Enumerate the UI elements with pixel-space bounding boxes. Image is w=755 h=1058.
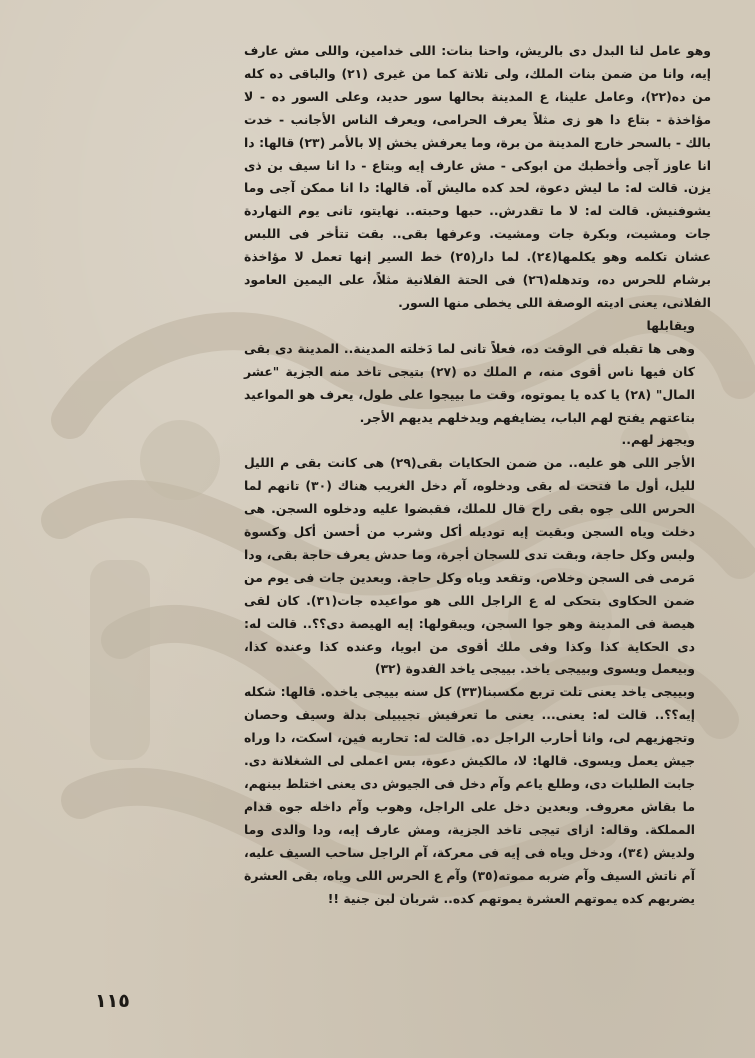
paragraph-3: وهى ها تقبله فى الوقت ده، فعلاً تانى لما دَخلته المدينة.. المدينة دى بقى كان فيها ناس أقوى منه، م الملك ده (٢٧) بتيجى تاخد منه الجزية "عشر المال" (٢٨) يا كده يا يموتوه، وقت ما بييجوا على طول، يعرف هو المواعيد بتاعتهم يفتح لهم الباب، يضايفهم ويدخلهم يديهم الأجر. xyxy=(244,340,695,425)
article-body xyxy=(244,40,711,910)
paragraph-2: ويقابلها xyxy=(646,317,695,333)
paragraph-1: وهو عامل لنا البدل دى بالريش، واحنا بنات: اللى خدامين، واللى مش عارف إيه، وانا من ضمن بنات الملك، ولى تلاتة كما من غيرى (٢١) والباقى ده كله من ده(٢٢)، وعامل علينا، ع المدينة بحالها سور حديد، وعلى السور ده - لا مؤاخذة - بتاع دا هو زى مثلاً يعرف الحرامى، ويعرف الناس الأجانب - خدت بالك - بالسحر خارج المدينة من برة، وما يعرفش يخش إلا بالأمر (٢٣) قالها: دا انا عاوز آجى وأخطبك من ابوكى - مش عارف إيه وبتاع - دا انا سيف بن ذى يزن. قالت له: ما ليش دعوة، لحد كده ماليش آه. قالها: دا انا ممكن آجى وما يشوفنيش. قالت له: لا ما تقدرش.. حبها وحبته.. نهايتو، تانى يوم النهاردة جات ومشيت، وبكرة جات ومشيت. وعرفها بقى.. بقت تتأخر فى اللبس عشان تكلمه وهو يكلمها(٢٤). لما دار(٢٥) خط السير إنها تعمل لا مؤاخذة برشام للحرس ده، وتدهله(٢٦) فى الحتة الفلانية مثلاً، على اليمين العامود الفلانى، يعنى اديته الوصفة اللى يخطى منها السور. xyxy=(244,43,711,310)
page-number: ١١٥ xyxy=(95,990,130,1012)
paragraph-5: الأجر اللى هو عليه.. من ضمن الحكايات بقى(٢٩) هى كانت بقى م الليل لليل، أول ما فتحت له بقى ودخلوه، آم دخل الغريب هناك (٣٠) تانهم لما الحرس اللى جوه بقى راح قال للملك، فقبضوا عليه ودخلوه السجن. هى دخلت وياه السجن وبقيت إيه توديله أكل وشرب من أحسن أكل وكسوة ولبس وكل حاجة، وبقت تدى للسجان أجرة، وما حدش يعرف حاجة بقى، ودا مَرمى فى السجن وخلاص. وتقعد وياه وكل حاجة. وبعدين جات فى يوم من ضمن الحكاوى بتحكى له ع الراجل اللى هو مواعيده جات(٣١). كان لقى هيصة فى المدينة وهو جوا السجن، ويبقولها: إيه الهيصة دى؟؟.. قالت له: دى الحكاية كذا وكذا وفى ملك أقوى من ابويا، وعنده كذا وعنده كذا، وبيعمل ويسوى وبييجى ياخد. بييجى ياخد الفدوة (٣٢) xyxy=(244,455,695,677)
paragraph-6: وبييجى ياخد يعنى تلت تربع مكسبنا(٣٣) كل سنه بييجى ياخده. قالها: شكله إيه؟؟.. قالت له: يعنى... يعنى ما تعرفيش تجيبيلى بدلة وسيف وحصان وتجهزيهم لى، وانا أحارب الراجل ده. قالت له: تحاربه فين، اسكت، دا وراه جيش يعمل ويسوى. قالها: لا، مالكيش دعوة، بس اعملى لى الشغلانة دى. جابت الطلبات دى، وطلع ياعم وآم دخل فى الجيوش دى يعنى اختلط بينهم، ما بقاش معروف. وبعدين دخل على الراجل، وهوب وآم داخله جوه قدام المملكة. وقاله: ازاى تيجى تاخد الجزية، ومش عارف إيه، ودا والدى وما ولديش (٣٤)، ودخل وياه فى إيه فى معركة، آم الراجل ساحب السيف عليه، آم ناتش السيف وآم ضربه مموته(٣٥) وآم ع الحرس اللى وياه، بقى العشرة يضربهم كده يموتهم العشرة يموتهم كده.. شربان لبن جنية !! xyxy=(244,684,696,906)
paragraph-4: ويجهز لهم.. xyxy=(621,432,695,448)
